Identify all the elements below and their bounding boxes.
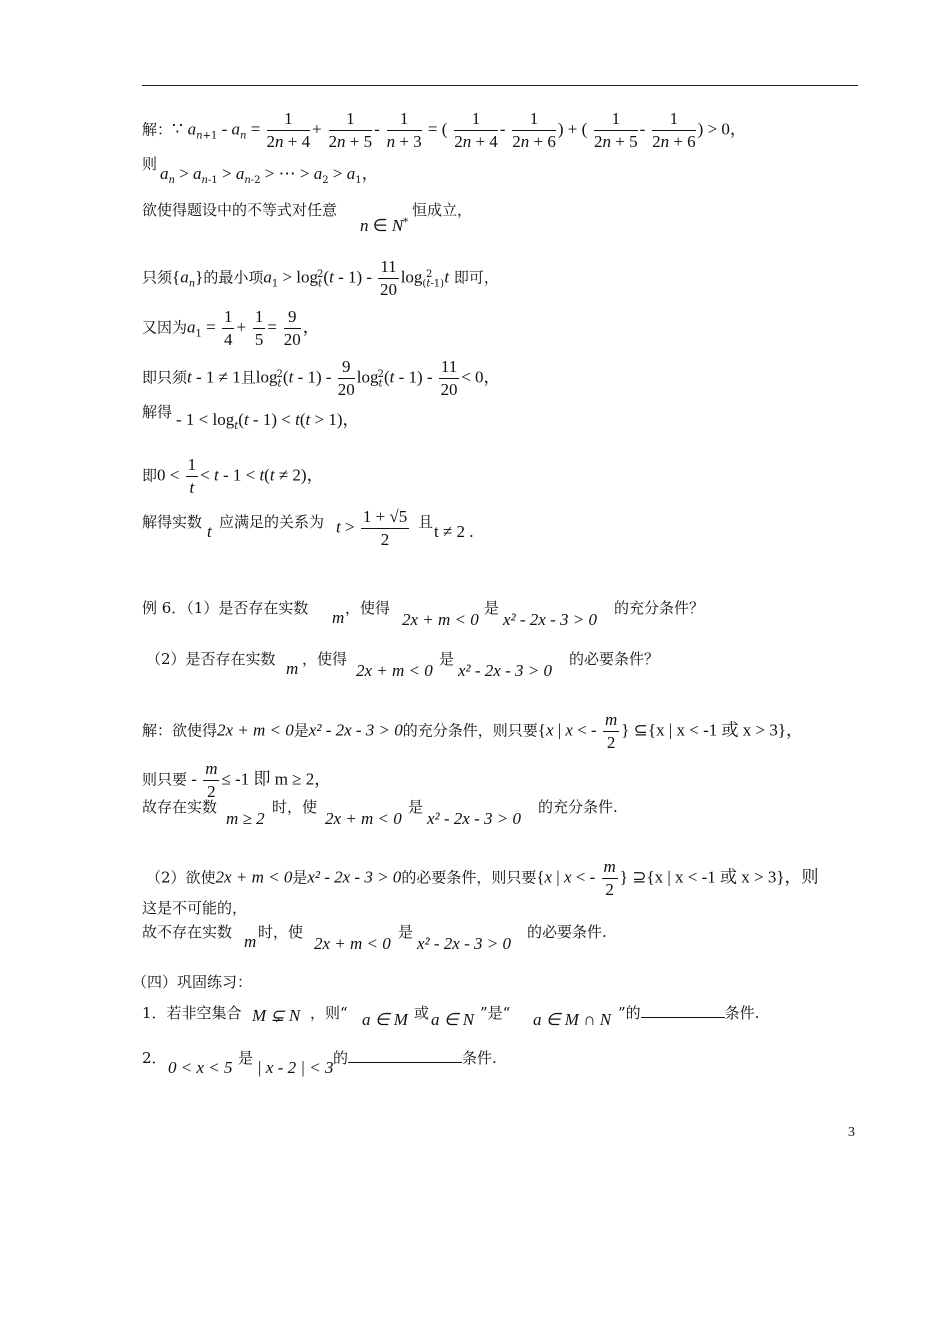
ex6-q2-post: 的必要条件？: [569, 650, 660, 668]
answer-blank-1[interactable]: [641, 1017, 725, 1018]
header-rule: [142, 85, 858, 86]
practice-q1-c: a ∈ M ∩ N: [533, 1010, 612, 1029]
solution-line-3: [142, 200, 337, 220]
ex6-exist-ineq2: x² - 2x - 3 > 0: [427, 809, 521, 828]
practice-q2: 2．: [142, 1049, 167, 1067]
solution-line-4: 只须$\{a_n\}$的最小项$a_1 > \log_t^2(t - 1)$ - $\frac{11}{20}$ $\log_{(t-1)}^2 t$ 即可，: [142, 257, 499, 299]
ie-pre: 即只须: [142, 368, 188, 387]
practice-q2-a: 0 < x < 5: [168, 1058, 233, 1077]
solution-line-2: [142, 154, 157, 174]
solution-line-1: 解：∵ $a_{n+1} - a_n$ = $\frac{1}{2n + 4}$ + $\frac{1}{2n + 5}$ - $\frac{1}{n + 3}$ = ( $\frac{1}{2n + 4}$ - $\frac{1}{2n + 6}$ ) + ( $\frac{1}{2n + 5}$ - $\frac{1}{2n + 6}$ ) > 0，: [142, 109, 747, 151]
practice-q2-b: | x - 2 | < 3: [257, 1058, 334, 1077]
practice-q1-mn: M ⊊ N: [252, 1006, 301, 1025]
hold-text: 恒成立，: [412, 201, 473, 219]
ex6-q1-ineq2: x² - 2x - 3 > 0: [503, 610, 597, 629]
practice-q1-de: ”的 条件.: [618, 1004, 760, 1022]
only-pre: 只须: [142, 268, 173, 287]
ie0: 即: [142, 466, 158, 485]
page-number: 3: [848, 1125, 855, 1140]
ex6-solution-1: 解：欲使得2x + m < 0是x² - 2x - 3 > 0的充分条件，则只要{x | x < - $\frac{m}{2}$ } ⊆{x | x < -1 或 x > 3}，: [142, 710, 803, 752]
solve1: 解得: [142, 403, 173, 421]
ex6-exist-m: m ≥ 2: [226, 809, 265, 828]
ex6-exist-mid: 时，使: [272, 798, 318, 816]
ex6-q1: 例 6．（1）是否存在实数: [142, 599, 309, 617]
ex6-notexist-m: m: [244, 932, 257, 951]
ex6-q1-ineq1: 2x + m < 0: [402, 610, 479, 629]
practice-heading: （四）巩固练习：: [132, 973, 253, 991]
t-ne-2: t ≠ 2 .: [434, 522, 474, 541]
ze-label: 则: [142, 155, 158, 173]
ex6-solution-6: 故不存在实数: [142, 923, 233, 941]
ex6-q2: （2）是否存在实数: [146, 650, 276, 668]
ex6-notexist-ineq2: x² - 2x - 3 > 0: [417, 934, 511, 953]
practice-q1-b: a ∈ N: [431, 1010, 475, 1029]
practice-q2-shi: 是: [238, 1049, 254, 1067]
t-var: t: [207, 522, 212, 541]
ex6-solution-4: （2）欲使2x + m < 0是x² - 2x - 3 > 0的必要条件，则只要{x | x < - $\frac{m}{2}$ } ⊇{x | x < -1 或 x > 3}，则: [146, 857, 819, 899]
ex6-notexist-ineq1: 2x + m < 0: [314, 934, 391, 953]
n-in-N: n ∈ N*: [360, 216, 409, 235]
jie-label: 解：: [142, 120, 173, 139]
chain-inequality: $a_n > a_{n-1} > a_{n-2}$ > ⋯ > $a_2 > a_1$，: [160, 164, 379, 186]
practice-q1: 1．若非空集合: [142, 1004, 242, 1022]
ex6-q1-shi: 是: [484, 599, 500, 617]
solve-t-pre: 解得实数: [142, 513, 203, 531]
ex6-q2-m: m: [286, 659, 299, 678]
ex6-q2-shi: 是: [439, 650, 455, 668]
practice-q1-ze: ，则“: [310, 1004, 348, 1022]
ex6-q1-mid: ，使得: [345, 599, 391, 617]
only-post: 即可，: [453, 268, 499, 287]
solve-t-mid: 应满足的关系为: [219, 513, 325, 531]
ex6-q2-mid: ，使得: [302, 650, 348, 668]
ex6-notexist-post: 的必要条件.: [527, 923, 607, 941]
ex6-q2-ineq2: x² - 2x - 3 > 0: [458, 661, 552, 680]
practice-q1-a: a ∈ M: [362, 1010, 408, 1029]
ex6-q1-post: 的充分条件？: [614, 599, 705, 617]
t-bound: t > $\frac{1 + √5}{2}$: [336, 507, 408, 549]
ex6-q2-ineq1: 2x + m < 0: [356, 661, 433, 680]
ex6-exist-shi: 是: [408, 798, 424, 816]
practice-q1-or: 或: [414, 1004, 430, 1022]
only-mid: 的最小项: [203, 268, 264, 287]
because-symbol: ∵: [172, 119, 183, 139]
ex6-notexist-mid: 时，使: [258, 923, 304, 941]
solution-line-6: 即只须t - 1 ≠ 1且$\log_t^2(t - 1)$ - $\frac{9}{20}$ $\log_t^2(t - 1)$ - $\frac{11}{20}$ < 0，: [142, 357, 501, 399]
solution-line-8: 即0 < $\frac{1}{t}$ < t - 1 < t(t ≠ 2)，: [142, 455, 324, 497]
solution-line-9: [142, 512, 202, 532]
practice-q2-de: 的 条件.: [333, 1049, 497, 1067]
answer-blank-2[interactable]: [348, 1062, 462, 1063]
solution-line-7: [142, 402, 172, 422]
want-text: 欲使得题设中的不等式对任意: [142, 201, 338, 219]
practice-q1-is: ”是“: [480, 1004, 511, 1022]
qie2: 且: [418, 513, 434, 531]
qie: 且: [240, 368, 256, 387]
ex6-notexist-shi: 是: [398, 923, 414, 941]
ex6-exist-post: 的充分条件.: [538, 798, 618, 816]
log-inequality: - $1 < \log_t(t - 1) < t(t > 1)$，: [176, 410, 360, 432]
again-text: 又因为: [142, 318, 188, 337]
ex6-solution-5: 这是不可能的，: [142, 899, 248, 917]
solution-line-5: 又因为$a_1$ = $\frac{1}{4}$ + $\frac{1}{5}$ = $\frac{9}{20}$ ，: [142, 307, 320, 349]
ex6-solution-2: 则只要 - $\frac{m}{2}$ ≤ -1 即 m ≥ 2，: [142, 759, 332, 801]
ex6-q1-m: m: [332, 608, 345, 627]
ex6-solution-3: 故存在实数: [142, 798, 218, 816]
ex6-exist-ineq1: 2x + m < 0: [325, 809, 402, 828]
